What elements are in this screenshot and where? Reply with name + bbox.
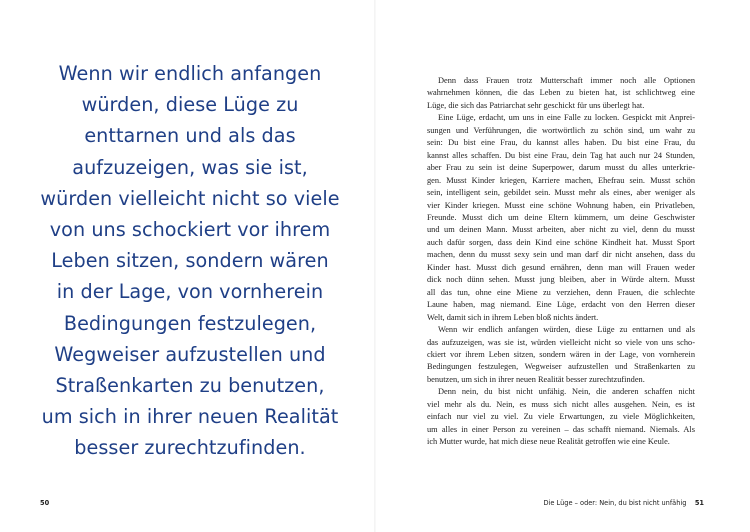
pull-quote-line: aufzuzeigen, was sie ist, — [72, 155, 308, 179]
page-number-right: 51 — [694, 499, 704, 507]
text-line: dick noch dünn sehen. Musst jung bleiben, aber in Würde altern. Musst — [427, 275, 695, 285]
text-line: Welt, damit sich in ihrem Leben bloß nichts ändert. — [427, 312, 599, 322]
pull-quote-line: würden, diese Lüge zu — [81, 93, 299, 117]
text-line: sungen und Verführungen, die wortwörtlich zu schön sind, um wahr zu — [427, 125, 695, 135]
text-line: vier Kinder kriegen. Musst eine schöne Wohnung haben, ein Privatleben, — [427, 200, 695, 210]
pull-quote-line: Straßenkarten zu benutzen, — [55, 374, 325, 398]
body-paragraph — [427, 386, 695, 448]
text-line: benutzen, um sich in ihrer neuen Realität besser zurechtzufinden. — [427, 374, 645, 384]
text-line: einfach nur viel zu viel. Zu viele Erwartungen, zu viele Möglichkeiten, — [427, 412, 695, 422]
text-line: all das tun, ohne eine Miene zu verziehen, denn Frauen, die schlechte — [427, 287, 695, 297]
text-line: gen. Musst Kinder kriegen, Karriere machen, Ehefrau sein. Musst schön — [427, 175, 695, 185]
text-line: sein: Du bist eine Frau, du kannst alles haben. Du bist eine Frau, du — [427, 138, 695, 148]
pull-quote-line: Wenn wir endlich anfangen — [58, 62, 322, 85]
body-paragraph — [427, 75, 695, 112]
text-line: Wenn wir endlich anfangen würden, diese Lüge zu enttarnen und als — [438, 325, 695, 335]
pull-quote — [40, 58, 340, 464]
text-line: Eine Lüge, erdacht, um uns in eine Falle zu locken. Gespickt mit Anprei- — [438, 113, 695, 123]
body-paragraph — [427, 324, 695, 386]
pull-quote-line: Leben sitzen, sondern wären — [51, 249, 329, 273]
pull-quote-line: Bedingungen festzulegen, — [63, 311, 317, 335]
text-line: Freunde. Musst dich um deine Eltern kümmern, um deine Geschwister — [427, 212, 695, 222]
pull-quote-line: würden vielleicht nicht so viele — [40, 186, 340, 210]
text-line: Bedingungen festzulegen, Wegweiser aufzustellen und Straßenkarten zu — [427, 362, 695, 372]
pull-quote-line: besser zurechtzufinden. — [74, 436, 306, 460]
text-line: ckiert vor ihrem Leben sitzen, sondern wären in der Lage, von vornherein — [427, 349, 695, 359]
body-text — [427, 75, 695, 449]
right-page — [375, 0, 750, 532]
text-line: das aufzuzeigen, was sie ist, würden vielleicht nicht so viele von uns scho- — [427, 337, 695, 347]
text-line: sein, intelligent sein, gebildet sein. Musst mehr als eines, aber weniger als — [427, 188, 695, 198]
pull-quote-line: enttarnen und als das — [84, 124, 296, 148]
text-line: wahrnehmen können, die das Leben zu bieten hat, ist schlichtweg eine — [427, 88, 695, 98]
text-line: Denn nein, du bist nicht unfähig. Nein, die anderen schaffen nicht — [438, 387, 695, 397]
text-line: ich Mutter wurde, hat mich diese neue Realität getroffen wie eine Keule. — [427, 437, 670, 447]
pull-quote-line: um sich in ihrer neuen Realität — [41, 405, 339, 429]
text-line: aber Frau zu sein ist deine Superpower, darum musst du alles unterkrie- — [427, 163, 695, 173]
text-line: um alles in einer Person zu vereinen – das schafft niemand. Niemals. Als — [427, 424, 695, 434]
page-number-left: 50 — [40, 499, 50, 507]
text-line: viel mehr als du. Nein, es muss sich nicht alles ausgehen. Nein, es ist — [427, 399, 695, 409]
pull-quote-line: von uns schockiert vor ihrem — [49, 218, 331, 242]
pull-quote-line: Wegweiser aufzustellen und — [54, 342, 326, 366]
text-line: Kinder hast. Musst dich gesund ernähren, denn man will Frauen weder — [427, 262, 695, 272]
text-line: machen, denn du musst sexy sein und man darf dir nicht ansehen, dass du — [427, 250, 695, 260]
running-head — [544, 499, 705, 507]
text-line: Laune haben, mag niemand. Eine Lüge, erdacht von den Herren dieser — [427, 300, 695, 310]
body-paragraph — [427, 112, 695, 324]
text-line: Denn dass Frauen trotz Mutterschaft immer noch alle Optionen — [438, 76, 695, 85]
text-line: kannst alles schaffen. Du bist eine Frau, dein Tag hat auch nur 24 Stunden, — [427, 150, 695, 160]
text-line: Lüge, die sich das Patriarchat sehr geschickt für uns überlegt hat. — [427, 100, 645, 110]
pull-quote-line: in der Lage, von vornherein — [56, 280, 324, 304]
text-line: auch dafür sorgen, dass dein Kind eine schöne Kindheit hat. Musst Sport — [427, 237, 695, 247]
running-head-title: Die Lüge – oder: Nein, du bist nicht unfähig — [543, 499, 687, 507]
text-line: und um deinen Mann. Musst arbeiten, aber nicht zu viel, denn du musst — [427, 225, 695, 235]
